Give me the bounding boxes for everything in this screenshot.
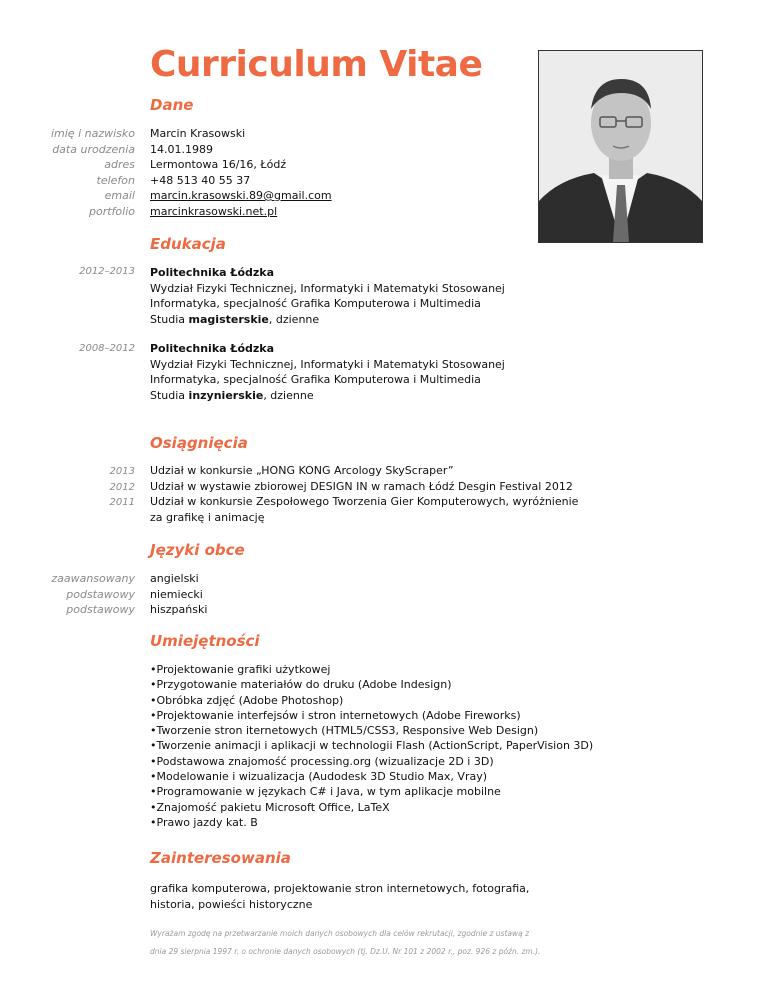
skill-item: • Modelowanie i wizualizacja (Audodesk 3D Studio Max, Vray) xyxy=(150,769,593,784)
label-portfolio: portfolio xyxy=(89,204,135,218)
achievement-item: za grafikę i animację xyxy=(150,510,265,524)
interests-text: grafika komputerowa, projektowanie stron internetowych, fotografia, historia, powieści historyczne xyxy=(150,882,530,911)
section-heading-umiejetnosci: Umiejętności xyxy=(150,632,260,650)
education-school: Politechnika Łódzka xyxy=(150,342,275,355)
skill-item: • Znajomość pakietu Microsoft Office, LaTeX xyxy=(150,800,593,815)
section-heading-jezyki: Języki obce xyxy=(150,541,245,559)
language-levels xyxy=(40,571,135,618)
education-entry-2 xyxy=(150,341,505,403)
achievement-year: 2011 xyxy=(109,497,135,508)
label-phone: telefon xyxy=(96,173,135,187)
personal-labels xyxy=(40,126,135,219)
personal-values xyxy=(150,126,332,219)
education-years-2: 2008–2012 xyxy=(79,343,135,354)
skills-list xyxy=(150,662,593,830)
language-name: angielski xyxy=(150,572,199,585)
skill-item: • Przygotowanie materiałów do druku (Adobe Indesign) xyxy=(150,677,593,692)
skill-item: • Tworzenie animacji i aplikacji w technologii Flash (ActionScript, PaperVision 3D) xyxy=(150,738,593,753)
education-school: Politechnika Łódzka xyxy=(150,266,275,279)
skill-item: • Tworzenie stron iternetowych (HTML5/CSS3, Responsive Web Design) xyxy=(150,723,593,738)
address: Lermontowa 16/16, Łódź xyxy=(150,158,287,171)
education-faculty: Wydział Fizyki Technicznej, Informatyki i Matematyki Stosowanej xyxy=(150,281,505,295)
section-heading-dane: Dane xyxy=(150,96,194,114)
skill-item: • Projektowanie interfejsów i stron internetowych (Adobe Fireworks) xyxy=(150,708,593,723)
language-level: podstawowy xyxy=(66,587,135,601)
data-consent-clause: Wyrażam zgodę na przetwarzanie moich danych osobowych dla celów rekrutacji, zgodnie z ustawą z dnia 29 sierpnia 1997 r. o ochronie danych osobowych (tj. Dz.U. Nr 101 z 2002 r., poz. 926 z późn. zm.). xyxy=(150,929,541,956)
label-email: email xyxy=(104,189,135,202)
label-name: imię i nazwisko xyxy=(50,127,135,140)
achievement-item: Udział w konkursie „HONG KONG Arcology SkyScraper” xyxy=(150,464,454,477)
achievement-item: Udział w konkursie Zespołowego Tworzenia Gier Komputerowych, wyróżnienie xyxy=(150,495,579,508)
portfolio-link[interactable]: marcinkrasowski.net.pl xyxy=(150,204,278,218)
achievement-year: 2013 xyxy=(109,466,135,477)
birth-date: 14.01.1989 xyxy=(150,142,213,156)
language-level: podstawowy xyxy=(66,603,135,616)
section-heading-edukacja: Edukacja xyxy=(150,235,226,253)
phone-number: +48 513 40 55 37 xyxy=(150,173,251,187)
email-link[interactable]: marcin.krasowski.89@gmail.com xyxy=(150,189,332,202)
achievement-list xyxy=(150,463,578,525)
education-mode: Studia inzynierskie, dzienne xyxy=(150,388,314,402)
achievement-years xyxy=(40,464,135,511)
skill-item: • Prawo jazdy kat. B xyxy=(150,815,593,830)
label-birth-date: data urodzenia xyxy=(52,142,135,156)
full-name: Marcin Krasowski xyxy=(150,127,246,140)
label-address: adres xyxy=(104,158,135,171)
education-entry-1 xyxy=(150,265,505,327)
education-years-1: 2012–2013 xyxy=(79,266,135,277)
skill-item: • Projektowanie grafiki użytkowej xyxy=(150,662,593,677)
section-heading-osiagniecia: Osiągnięcia xyxy=(150,434,248,452)
education-faculty: Wydział Fizyki Technicznej, Informatyki i Matematyki Stosowanej xyxy=(150,357,505,371)
language-level: zaawansowany xyxy=(51,572,135,585)
skill-item: • Obróbka zdjęć (Adobe Photoshop) xyxy=(150,693,593,708)
language-list xyxy=(150,571,207,618)
education-field: Informatyka, specjalność Grafika Komputerowa i Multimedia xyxy=(150,373,481,386)
page-title: Curriculum Vitae xyxy=(150,44,483,85)
skill-item: • Programowanie w językach C# i Java, w tym aplikacje mobilne xyxy=(150,784,593,799)
education-mode: Studia magisterskie, dzienne xyxy=(150,312,320,326)
section-heading-zainteresowania: Zainteresowania xyxy=(150,849,291,867)
education-field: Informatyka, specjalność Grafika Komputerowa i Multimedia xyxy=(150,297,481,310)
language-name: niemiecki xyxy=(150,587,203,601)
profile-photo xyxy=(538,50,703,243)
language-name: hiszpański xyxy=(150,603,208,616)
skill-item: • Podstawowa znajomość processing.org (wizualizacje 2D i 3D) xyxy=(150,754,593,769)
achievement-year: 2012 xyxy=(109,481,135,493)
achievement-item: Udział w wystawie zbiorowej DESIGN IN w ramach Łódź Desgin Festival 2012 xyxy=(150,479,573,493)
